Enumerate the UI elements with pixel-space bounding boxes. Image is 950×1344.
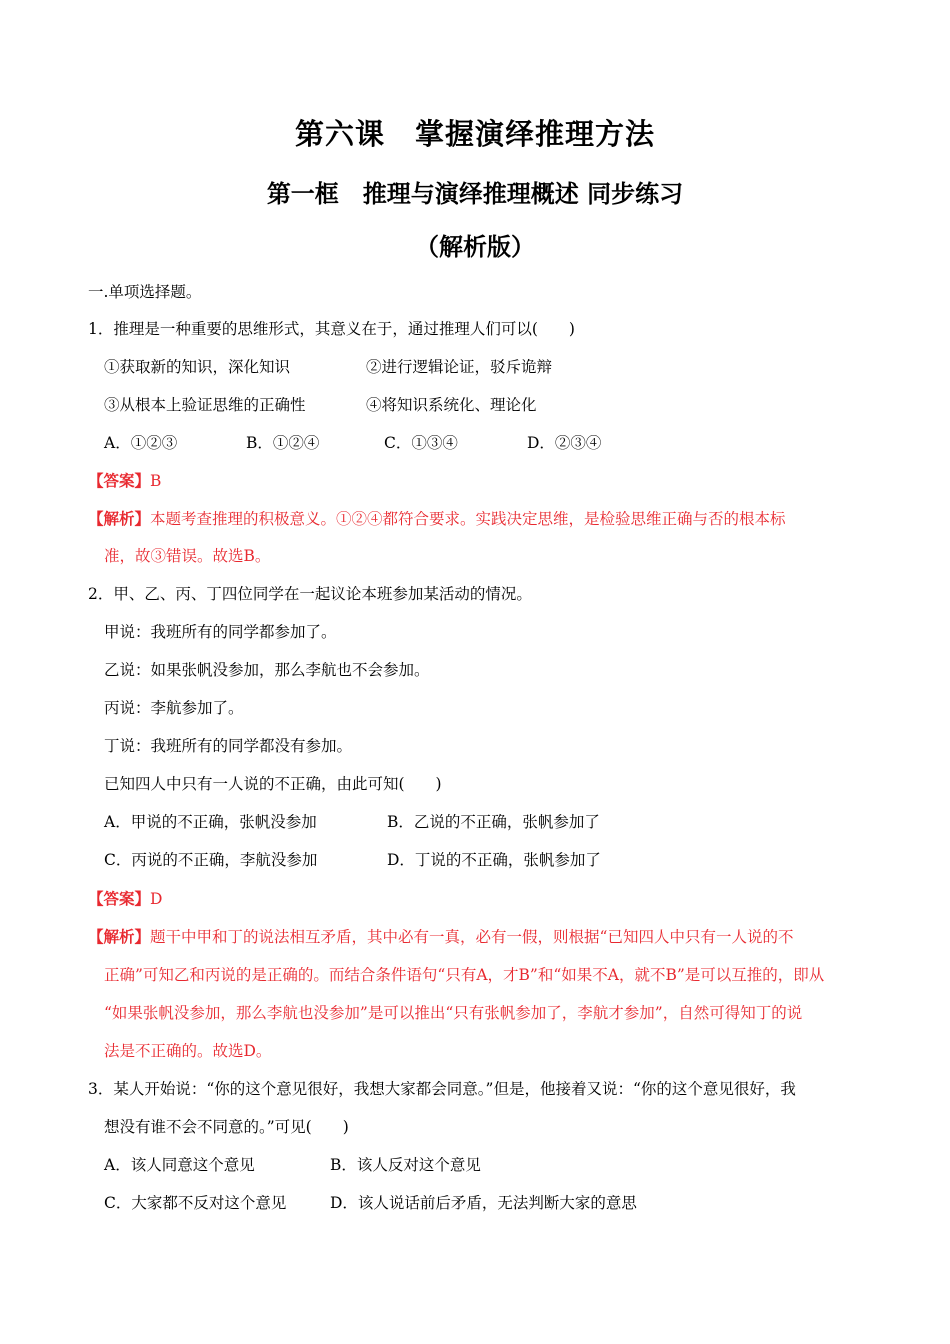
q2-line-jia: 甲说：我班所有的同学都参加了。 (104, 623, 337, 641)
version-label: （解析版） (415, 233, 535, 261)
q2-analysis-line-2: 正确”可知乙和丙说的是正确的。而结合条件语句“只有A，才B”和“如果不A，就不B”是可以互推的，即从 (104, 966, 825, 984)
q1-item-3: ③从根本上验证思维的正确性 (104, 396, 306, 414)
q1-item-2: ②进行逻辑论证，驳斥诡辩 (366, 358, 553, 376)
q1-option-c: C．①③④ (384, 434, 458, 452)
q1-stem: 1．推理是一种重要的思维形式，其意义在于，通过推理人们可以( ) (88, 320, 575, 338)
q3-option-a: A．该人同意这个意见 (104, 1156, 255, 1174)
q2-option-d: D．丁说的不正确，张帆参加了 (387, 851, 601, 869)
q3-option-b: B．该人反对这个意见 (330, 1156, 481, 1174)
q2-option-b: B．乙说的不正确，张帆参加了 (387, 813, 600, 831)
q1-option-d: D．②③④ (527, 434, 602, 452)
q1-answer-value: B (150, 472, 162, 490)
q2-stem: 2．甲、乙、丙、丁四位同学在一起议论本班参加某活动的情况。 (88, 585, 532, 603)
q1-option-b: B．①②④ (246, 434, 320, 452)
q2-analysis-line-3: “如果张帆没参加，那么李航也没参加”是可以推出“只有张帆参加了，李航才参加”，自然可得知丁的说 (104, 1004, 803, 1022)
q2-analysis-text-1: 题干中甲和丁的说法相互矛盾，其中必有一真，必有一假，则根据“已知四人中只有一人说的不 (150, 928, 794, 946)
q2-answer (88, 889, 162, 909)
lesson-title: 第六课 掌握演绎推理方法 (294, 117, 655, 151)
q1-analysis-line-2: 准，故③错误。故选B。 (104, 547, 271, 565)
q3-option-d: D．该人说话前后矛盾，无法判断大家的意思 (330, 1194, 637, 1212)
q2-line-bing: 丙说：李航参加了。 (104, 699, 244, 717)
q1-analysis-line-1 (88, 509, 786, 529)
q3-stem-line-2: 想没有谁不会不同意的。”可见( ) (104, 1118, 349, 1136)
q2-line-yi: 乙说：如果张帆没参加，那么李航也不会参加。 (104, 661, 430, 679)
analysis-tag: 【解析】 (88, 928, 151, 946)
q3-stem-line-1: 3．某人开始说：“你的这个意见很好，我想大家都会同意。”但是，他接着又说：“你的这个意见很好，我 (88, 1080, 796, 1098)
q1-option-a: A．①②③ (104, 434, 178, 452)
section-subtitle: 第一框 推理与演绎推理概述 同步练习 (266, 180, 684, 208)
q2-analysis-line-4: 法是不正确的。故选D。 (104, 1042, 272, 1060)
q2-option-a: A．甲说的不正确，张帆没参加 (104, 813, 317, 831)
q1-item-4: ④将知识系统化、理论化 (366, 396, 537, 414)
q1-analysis-text-1: 本题考查推理的积极意义。①②④都符合要求。实践决定思维，是检验思维正确与否的根本标 (150, 510, 786, 528)
analysis-tag: 【解析】 (88, 510, 151, 528)
q2-analysis-line-1 (88, 927, 793, 947)
q2-line-ding: 丁说：我班所有的同学都没有参加。 (104, 737, 353, 755)
q1-answer (88, 471, 161, 491)
answer-tag: 【答案】 (88, 472, 151, 490)
q2-answer-value: D (150, 890, 163, 908)
section-heading: 一.单项选择题。 (88, 283, 202, 301)
q3-option-c: C．大家都不反对这个意见 (104, 1194, 287, 1212)
q2-option-c: C．丙说的不正确，李航没参加 (104, 851, 318, 869)
q1-item-1: ①获取新的知识，深化知识 (104, 358, 291, 376)
answer-tag: 【答案】 (88, 890, 151, 908)
q2-question: 已知四人中只有一人说的不正确，由此可知( ) (104, 775, 442, 793)
